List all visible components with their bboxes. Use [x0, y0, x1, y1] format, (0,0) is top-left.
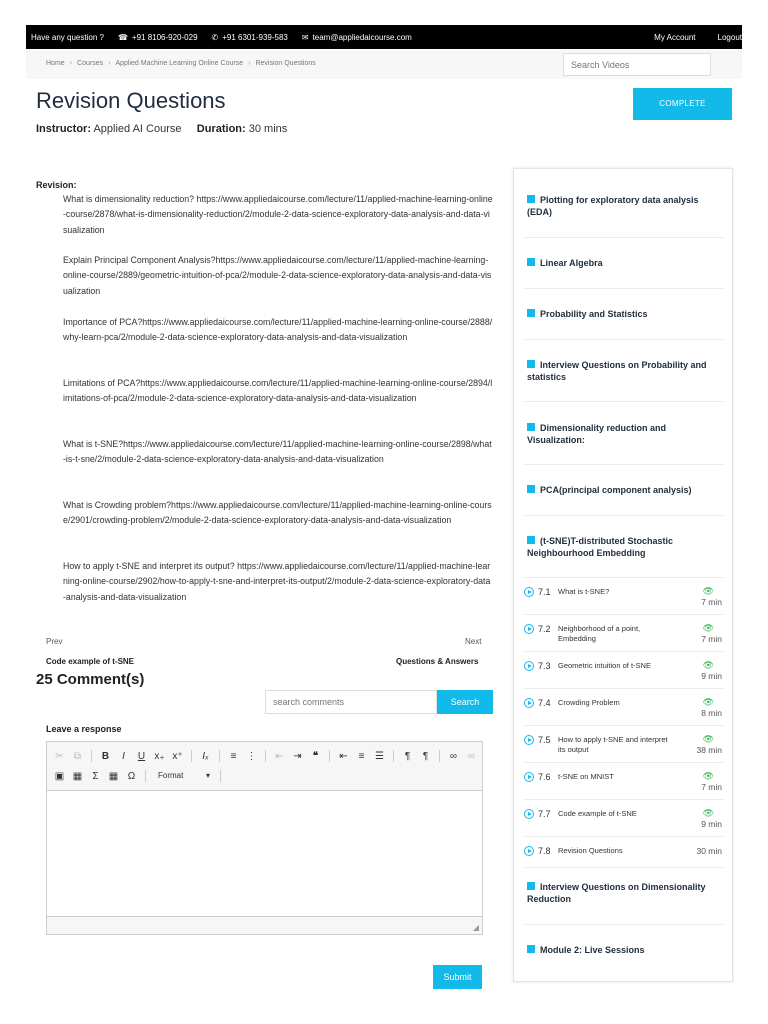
- duration-value: 30 mins: [248, 123, 288, 135]
- outdent-icon[interactable]: ⇤: [275, 750, 284, 762]
- divider: [524, 924, 724, 925]
- section-square-icon: [527, 536, 535, 544]
- lesson-number: 7.7: [538, 809, 551, 819]
- search-videos-input[interactable]: [563, 53, 711, 76]
- revision-question: Explain Principal Component Analysis?https://www.appliedaicourse.com/lecture/11/applied-machine-learning-online-course/2889/geometric-intuition-of-pca/2/module-2-data-science-exploratory-data-analysis-and-data-visualization: [63, 255, 492, 296]
- divider: [524, 339, 724, 340]
- whatsapp-icon: ✆: [211, 32, 219, 42]
- bold-icon[interactable]: B: [101, 750, 110, 762]
- section-square-icon: [527, 882, 535, 890]
- rtl-icon[interactable]: ¶: [422, 750, 429, 762]
- play-circle-icon: [524, 772, 534, 782]
- chevron-right-icon: ›: [69, 60, 73, 67]
- sidebar-section[interactable]: Dimensionality reduction and Visualization:: [527, 423, 667, 445]
- divider: [524, 725, 724, 726]
- toolbar-divider: [220, 770, 221, 782]
- whatsapp-number[interactable]: +91 6301-939-583: [222, 32, 288, 42]
- play-circle-icon: [524, 661, 534, 671]
- phone-icon: ☎: [117, 32, 128, 42]
- email-link[interactable]: team@appliedaicourse.com: [312, 32, 412, 42]
- search-comments-input[interactable]: [265, 690, 437, 714]
- contact-info: [26, 33, 654, 42]
- indent-icon[interactable]: ⇥: [293, 750, 302, 762]
- sigma-icon[interactable]: Σ: [92, 770, 99, 782]
- play-circle-icon: [524, 735, 534, 745]
- toolbar-divider: [329, 750, 330, 762]
- format-label: Format: [158, 771, 184, 780]
- prev-link[interactable]: Prev: [46, 637, 63, 646]
- lesson-item[interactable]: [524, 698, 724, 728]
- caret-down-icon: ▾: [205, 771, 210, 780]
- toolbar-divider: [393, 750, 394, 762]
- lesson-title: Geometric intuition of t-SNE: [558, 661, 651, 670]
- divider: [524, 762, 724, 763]
- section-square-icon: [527, 423, 535, 431]
- divider: [524, 515, 724, 516]
- flash-icon[interactable]: ▦: [72, 770, 83, 782]
- instructor-name: Applied AI Course: [93, 123, 182, 135]
- toolbar-divider: [191, 750, 192, 762]
- divider: [524, 401, 724, 402]
- cut-icon[interactable]: ✂: [55, 750, 64, 762]
- lesson-number: 7.5: [538, 735, 551, 745]
- divider: [524, 867, 724, 868]
- revision-question: What is Crowding problem?https://www.appliedaicourse.com/lecture/11/applied-machine-learning-online-course/2901/crowding-problem/2/module-2-data-science-exploratory-data-analysis-and-data-visualization: [63, 500, 492, 526]
- play-circle-icon: [524, 587, 534, 597]
- sidebar-section[interactable]: Module 2: Live Sessions: [527, 944, 722, 956]
- toolbar-divider: [439, 750, 440, 762]
- lecture-content: [26, 168, 502, 638]
- revision-label: Revision:: [36, 180, 77, 190]
- underline-icon[interactable]: U: [137, 750, 146, 762]
- breadcrumb-course[interactable]: Applied Machine Learning Online Course: [115, 60, 244, 67]
- course-sidebar: [513, 168, 733, 982]
- play-circle-icon: [524, 846, 534, 856]
- divider: [524, 799, 724, 800]
- sidebar-section[interactable]: Plotting for exploratory data analysis (EDA): [527, 195, 699, 217]
- section-square-icon: [527, 360, 535, 368]
- blockquote-icon[interactable]: ❝: [312, 750, 319, 762]
- sidebar-section-active[interactable]: (t-SNE)T-distributed Stochastic Neighbourhood Embedding: [527, 536, 674, 558]
- next-link[interactable]: Next: [465, 637, 482, 646]
- omega-icon[interactable]: Ω: [127, 770, 136, 782]
- comments-heading: 25 Comment(s): [36, 671, 145, 688]
- divider: [524, 688, 724, 689]
- revision-question: Limitations of PCA?https://www.appliedaicourse.com/lecture/11/applied-machine-learning-online-course/2894/limitations-of-pca/2/module-2-data-science-exploratory-data-analysis-and-data-visualization: [63, 378, 493, 404]
- lesson-title: Revision Questions: [558, 846, 623, 855]
- editor-toolbar-row-1: [53, 747, 478, 765]
- divider: [524, 836, 724, 837]
- comment-textarea[interactable]: [47, 790, 482, 917]
- align-left-icon[interactable]: ⇤: [339, 750, 348, 762]
- chevron-right-icon: ›: [248, 60, 251, 67]
- search-comments-button[interactable]: Search: [437, 690, 493, 714]
- lesson-title: Code example of t-SNE: [558, 809, 637, 818]
- sidebar-section[interactable]: PCA(principal component analysis): [527, 484, 722, 496]
- phone-number[interactable]: +91 8106-920-029: [131, 32, 198, 42]
- lesson-title: How to apply t-SNE and interpret its output: [558, 735, 668, 754]
- bulleted-list-icon[interactable]: ⋮: [246, 750, 257, 762]
- divider: [524, 464, 724, 465]
- question-text: Have any question ?: [31, 32, 104, 42]
- chevron-right-icon: ›: [108, 60, 111, 67]
- copy-icon[interactable]: ⧉: [73, 750, 82, 762]
- format-select[interactable]: [153, 769, 213, 783]
- ltr-icon[interactable]: ¶: [404, 750, 411, 762]
- eye-icon: 👁: [702, 697, 714, 707]
- lesson-number: 7.2: [538, 624, 551, 634]
- lesson-duration: 38 min: [696, 745, 722, 755]
- lesson-item[interactable]: [524, 661, 724, 691]
- revision-question: How to apply t-SNE and interpret its output? https://www.appliedaicourse.com/lecture/11/applied-machine-learning-online-course/2902/how-to-apply-t-sne-and-interpret-its-output/2/module-2-data-science-exploratory-data-analysis-and-data-visualization: [63, 561, 491, 602]
- remove-format-icon[interactable]: Iₓ: [202, 750, 209, 762]
- divider: [524, 237, 724, 238]
- lesson-duration: 7 min: [701, 782, 722, 792]
- lesson-title: What is t-SNE?: [558, 587, 610, 596]
- divider: [524, 651, 724, 652]
- breadcrumb-current: Revision Questions: [255, 60, 316, 67]
- lesson-duration: 9 min: [701, 819, 722, 829]
- my-account-link[interactable]: My Account: [654, 32, 696, 42]
- duration-label: Duration:: [196, 123, 246, 135]
- envelope-icon: ✉: [301, 32, 309, 42]
- lecture-meta: [36, 123, 287, 135]
- unlink-icon[interactable]: ∞: [467, 750, 476, 762]
- superscript-icon[interactable]: x⁺: [172, 750, 183, 762]
- lesson-title: t-SNE on MNIST: [558, 772, 614, 781]
- complete-button[interactable]: COMPLETE: [633, 88, 732, 120]
- lesson-number: 7.8: [538, 846, 551, 856]
- editor-toolbar-row-2: [53, 767, 223, 785]
- top-contact-bar: [26, 25, 742, 49]
- lesson-item[interactable]: [524, 624, 724, 654]
- subscript-icon[interactable]: x₊: [154, 750, 165, 762]
- eye-icon: 👁: [702, 623, 714, 633]
- play-circle-icon: [524, 698, 534, 708]
- lesson-number: 7.4: [538, 698, 551, 708]
- numbered-list-icon[interactable]: ≡: [230, 750, 237, 762]
- prev-lesson-title[interactable]: Code example of t-SNE: [46, 657, 135, 666]
- section-square-icon: [527, 309, 535, 317]
- lesson-title: Neighborhood of a point, Embedding: [558, 624, 641, 643]
- section-square-icon: [527, 258, 535, 266]
- italic-icon[interactable]: I: [122, 750, 125, 762]
- page-title: Revision Questions: [36, 88, 226, 113]
- lesson-duration: 9 min: [701, 671, 722, 681]
- breadcrumb: [46, 60, 316, 67]
- comment-editor: [46, 741, 483, 935]
- lesson-item[interactable]: [524, 772, 724, 802]
- divider: [524, 288, 724, 289]
- divider: [524, 577, 724, 578]
- sidebar-section[interactable]: Interview Questions on Dimensionality Reduction: [527, 882, 706, 904]
- leave-response-label: Leave a response: [46, 724, 122, 734]
- lesson-title: Crowding Problem: [558, 698, 620, 707]
- lesson-duration: 7 min: [701, 597, 722, 607]
- section-square-icon: [527, 945, 535, 953]
- revision-question: What is dimensionality reduction? https://www.appliedaicourse.com/lecture/11/applied-machine-learning-online-course/2878/what-is-dimensionality-reduction/2/module-2-data-science-exploratory-data-analysis-and-data-visualization: [63, 194, 493, 235]
- resize-handle-icon[interactable]: ◢: [472, 923, 479, 932]
- breadcrumb-bar: [26, 50, 742, 79]
- eye-icon: 👁: [702, 660, 714, 670]
- logout-link[interactable]: Logout: [717, 32, 742, 42]
- divider: [524, 614, 724, 615]
- lesson-item[interactable]: [524, 587, 724, 617]
- lesson-item-current[interactable]: [524, 846, 724, 876]
- lesson-item[interactable]: [524, 735, 724, 765]
- section-square-icon: [527, 195, 535, 203]
- sidebar-section[interactable]: Probability and Statistics: [527, 308, 722, 320]
- lesson-duration: 30 min: [696, 846, 722, 856]
- lesson-duration: 8 min: [701, 708, 722, 718]
- breadcrumb-home[interactable]: Home: [46, 60, 65, 67]
- table-icon[interactable]: ▦: [108, 770, 119, 782]
- toolbar-divider: [91, 750, 92, 762]
- lesson-number: 7.6: [538, 772, 551, 782]
- toolbar-divider: [219, 750, 220, 762]
- align-justify-icon[interactable]: ☰: [375, 750, 384, 762]
- breadcrumb-courses[interactable]: Courses: [77, 60, 104, 67]
- sidebar-section[interactable]: Interview Questions on Probability and statistics: [527, 360, 707, 382]
- lesson-number: 7.1: [538, 587, 551, 597]
- lesson-number: 7.3: [538, 661, 551, 671]
- eye-icon: 👁: [702, 586, 714, 596]
- toolbar-divider: [145, 770, 146, 782]
- eye-icon: 👁: [702, 771, 714, 781]
- revision-question: What is t-SNE?https://www.appliedaicourse.com/lecture/11/applied-machine-learning-online-course/2898/what-is-t-sne/2/module-2-data-science-exploratory-data-analysis-and-data-visualization: [63, 439, 492, 465]
- image-icon[interactable]: ▣: [54, 770, 65, 782]
- submit-button[interactable]: Submit: [433, 965, 482, 989]
- link-icon[interactable]: ∞: [449, 750, 458, 762]
- instructor-label: Instructor:: [36, 123, 91, 135]
- play-circle-icon: [524, 809, 534, 819]
- sidebar-section[interactable]: Linear Algebra: [527, 257, 722, 269]
- section-square-icon: [527, 485, 535, 493]
- play-circle-icon: [524, 624, 534, 634]
- revision-question: Importance of PCA?https://www.appliedaicourse.com/lecture/11/applied-machine-learning-online-course/2888/why-learn-pca/2/module-2-data-science-exploratory-data-analysis-and-data-visualization: [63, 317, 493, 343]
- eye-icon: 👁: [702, 808, 714, 818]
- next-lesson-title[interactable]: Questions & Answers: [396, 657, 479, 666]
- lesson-item[interactable]: [524, 809, 724, 839]
- toolbar-divider: [265, 750, 266, 762]
- align-center-icon[interactable]: ≡: [358, 750, 365, 762]
- lesson-duration: 7 min: [701, 634, 722, 644]
- eye-icon: 👁: [702, 734, 714, 744]
